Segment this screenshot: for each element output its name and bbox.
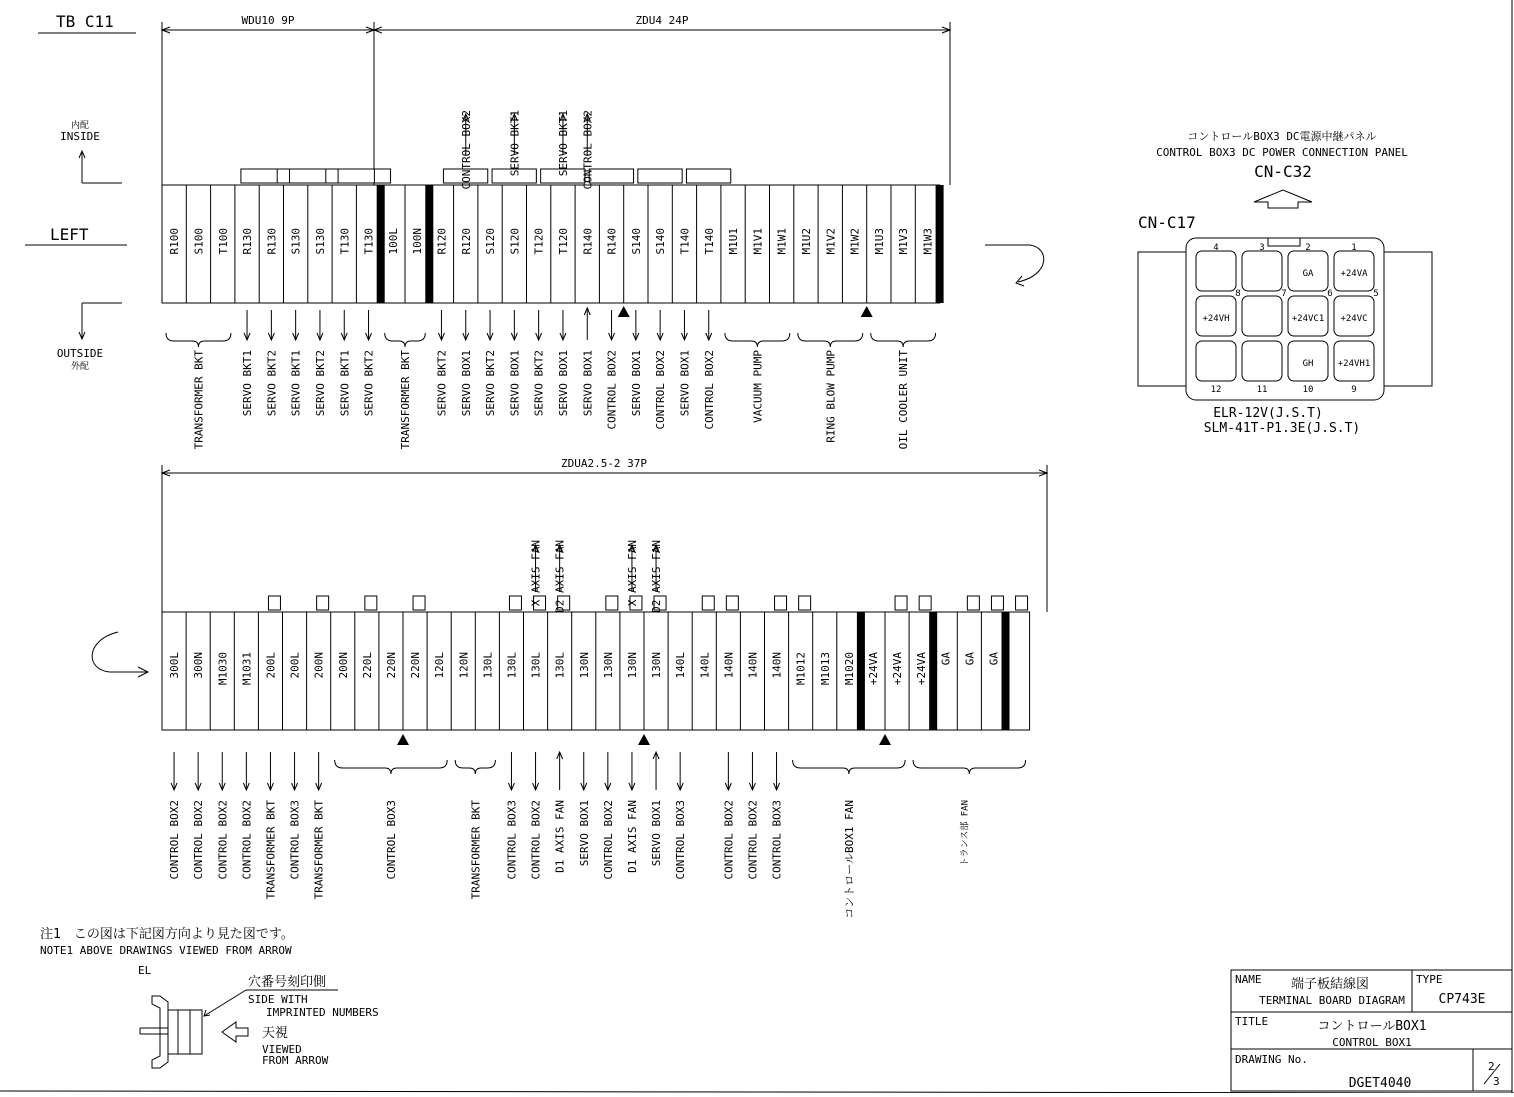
note-view-en2: FROM ARROW bbox=[262, 1054, 329, 1067]
bottom-label-r2-19: CONTROL BOX3 bbox=[770, 800, 784, 880]
pin-number: 3 bbox=[1259, 243, 1265, 253]
bottom-label-r1-3: SERVO BKT1 bbox=[289, 350, 303, 417]
end-plate bbox=[936, 185, 944, 303]
bottom-label-r1-22: OIL COOLER UNIT bbox=[897, 350, 911, 450]
bottom-label-r1-2: SERVO BKT2 bbox=[265, 350, 279, 417]
connector-latch bbox=[1268, 238, 1300, 246]
end-plate bbox=[857, 612, 865, 730]
terminal-200n-r2-6: 200N bbox=[312, 652, 326, 679]
top-label-r1-1: SERVO BKT1 bbox=[508, 110, 522, 177]
pin-cavity bbox=[1196, 341, 1236, 381]
terminal-130n-r2-17: 130N bbox=[577, 652, 591, 679]
bottom-label-r2-2: CONTROL BOX2 bbox=[216, 800, 230, 880]
pin-signal-10: GH bbox=[1302, 359, 1314, 369]
terminal-m1u1-r1-23: M1U1 bbox=[727, 228, 741, 255]
note-side-en1: SIDE WITH bbox=[248, 993, 308, 1006]
top-label-r1-2: SERVO BKT1 bbox=[556, 110, 570, 177]
bottom-label-r2-1: CONTROL BOX2 bbox=[192, 800, 206, 880]
bottom-label-r1-17: CONTROL BOX2 bbox=[654, 350, 668, 430]
bottom-label-r1-8: SERVO BKT2 bbox=[435, 350, 449, 417]
jumper-tab bbox=[1016, 596, 1028, 610]
jumper-tab bbox=[702, 596, 714, 610]
bottom-label-r2-0: CONTROL BOX2 bbox=[168, 800, 182, 880]
pin-number: 8 bbox=[1235, 289, 1241, 299]
jumper-tab bbox=[967, 596, 979, 610]
bottom-label-r1-20: VACUUM PUMP bbox=[751, 350, 765, 423]
terminal-row-1 bbox=[162, 169, 944, 317]
group1-name: WDU10 9P bbox=[241, 14, 295, 27]
bottom-label-r1-5: SERVO BKT1 bbox=[338, 350, 352, 417]
terminal-ga-r2-33: GA bbox=[963, 652, 977, 666]
bottom-label-r2-6: TRANSFORMER BKT bbox=[312, 800, 326, 900]
jumper-tab bbox=[589, 169, 633, 183]
terminal-t120-r1-16: T120 bbox=[556, 228, 570, 255]
terminal-130n-r2-18: 130N bbox=[601, 652, 615, 679]
bottom-label-r1-10: SERVO BKT2 bbox=[484, 350, 498, 417]
pin-cavity bbox=[1242, 296, 1282, 336]
bottom-label-r2-13: CONTROL BOX2 bbox=[601, 800, 615, 880]
terminal-t130-r1-8: T130 bbox=[362, 228, 376, 255]
end-plate bbox=[425, 185, 433, 303]
terminal-t130-r1-7: T130 bbox=[338, 228, 352, 255]
terminal-m1v3-r1-30: M1V3 bbox=[897, 228, 911, 255]
terminal-s140-r1-19: S140 bbox=[629, 228, 643, 255]
pin-signal-4: +24VH bbox=[1202, 314, 1230, 324]
pin-number: 9 bbox=[1351, 385, 1357, 395]
title-jp: コントロールBOX1 bbox=[1317, 1019, 1427, 1034]
name-en: TERMINAL BOARD DIAGRAM bbox=[1259, 994, 1405, 1007]
left-label: LEFT bbox=[50, 225, 89, 244]
pin-cavity bbox=[1196, 251, 1236, 291]
note-view-jp: 天視 bbox=[262, 1026, 289, 1041]
continue-arrow-icon bbox=[985, 245, 1044, 282]
connector-arrow-icon bbox=[1254, 190, 1312, 208]
pin-signal-7: +24VC bbox=[1340, 314, 1368, 324]
terminal-m1w3-r1-31: M1W3 bbox=[921, 228, 935, 255]
bottom-label-r2-12: SERVO BOX1 bbox=[577, 800, 591, 867]
el-terminal-icon bbox=[140, 996, 202, 1068]
terminal-130l-r2-14: 130L bbox=[505, 652, 519, 679]
terminal-m1020-r2-28: M1020 bbox=[842, 652, 856, 686]
terminal-plus-24va-r2-30: +24VA bbox=[891, 652, 905, 686]
bottom-label-r2-16: CONTROL BOX3 bbox=[674, 800, 688, 880]
connector-ear-right bbox=[1384, 252, 1432, 386]
note-side-en2: IMPRINTED NUMBERS bbox=[266, 1006, 379, 1019]
terminal-row-2 bbox=[162, 596, 1030, 745]
terminal-t100-r1-2: T100 bbox=[216, 228, 230, 255]
terminal-130n-r2-19: 130N bbox=[625, 652, 639, 679]
bottom-label-r1-15: CONTROL BOX2 bbox=[605, 350, 619, 430]
pin-signal-11: +24VH1 bbox=[1337, 359, 1371, 369]
terminal-m1v1-r1-24: M1V1 bbox=[751, 228, 765, 255]
terminal-s140-r1-20: S140 bbox=[654, 228, 668, 255]
tb-label: TB C11 bbox=[56, 12, 114, 31]
connector-housing bbox=[1138, 238, 1432, 400]
group-brace bbox=[798, 333, 863, 347]
terminal-120n-r2-12: 120N bbox=[457, 652, 471, 679]
bottom-label-r1-18: SERVO BOX1 bbox=[678, 350, 692, 417]
inside-en: INSIDE bbox=[60, 130, 100, 143]
cn-sub-label: CN-C17 bbox=[1138, 213, 1196, 232]
bottom-label-r2-14: D1 AXIS FAN bbox=[625, 800, 639, 873]
terminal-130n-r2-20: 130N bbox=[650, 652, 664, 679]
group2-name: ZDUA2.5-2 37P bbox=[560, 457, 648, 470]
pin-signal-6: +24VC1 bbox=[1291, 314, 1325, 324]
terminal-s130-r1-6: S130 bbox=[313, 228, 327, 255]
top-label-r1-3: CONTROL BOX2 bbox=[581, 110, 595, 190]
terminal-140l-r2-21: 140L bbox=[674, 652, 688, 679]
bottom-label-r2-3: CONTROL BOX2 bbox=[240, 800, 254, 880]
terminal-s120-r1-14: S120 bbox=[508, 228, 522, 255]
terminal-140n-r2-25: 140N bbox=[770, 652, 784, 679]
group-brace bbox=[455, 760, 495, 774]
bottom-label-r2-5: CONTROL BOX3 bbox=[288, 800, 302, 880]
name-label: NAME bbox=[1235, 973, 1262, 986]
terminal-m1012-r2-26: M1012 bbox=[794, 652, 808, 686]
bottom-label-r1-0: TRANSFORMER BKT bbox=[192, 350, 206, 450]
pin-number: 1 bbox=[1351, 243, 1357, 253]
bottom-label-r2-18: CONTROL BOX2 bbox=[746, 800, 760, 880]
terminal-m1v2-r1-27: M1V2 bbox=[824, 228, 838, 255]
terminal-r120-r1-12: R120 bbox=[459, 228, 473, 255]
pin-signal-3: +24VA bbox=[1340, 269, 1368, 279]
top-label-r2-1: D2 AXIS FAN bbox=[553, 540, 567, 613]
jumper-tab bbox=[991, 596, 1003, 610]
jumper-tab bbox=[606, 596, 618, 610]
top-label-r1-0: CONTROL BOX2 bbox=[459, 110, 473, 190]
jumper-tab bbox=[509, 596, 521, 610]
terminal-120l-r2-11: 120L bbox=[433, 652, 447, 679]
bottom-label-r1-4: SERVO BKT2 bbox=[313, 350, 327, 417]
group-brace bbox=[793, 760, 906, 774]
bottom-label-r2-21: トランス部 FAN bbox=[960, 800, 971, 867]
jumper-tab bbox=[413, 596, 425, 610]
terminal-r100-r1-0: R100 bbox=[168, 228, 182, 255]
terminal-ga-r2-34: GA bbox=[987, 652, 1001, 666]
terminal-t140-r1-22: T140 bbox=[702, 228, 716, 255]
bottom-label-r2-7: CONTROL BOX3 bbox=[384, 800, 398, 880]
terminal-s100-r1-1: S100 bbox=[192, 228, 206, 255]
terminal-300n-r2-1: 300N bbox=[192, 652, 206, 679]
pin-cavity bbox=[1242, 251, 1282, 291]
terminal-m1u2-r1-26: M1U2 bbox=[799, 228, 813, 255]
group-brace bbox=[385, 333, 426, 347]
end-plate bbox=[929, 612, 937, 730]
bottom-label-r2-4: TRANSFORMER BKT bbox=[264, 800, 278, 900]
bottom-label-r2-8: TRANSFORMER BKT bbox=[469, 800, 483, 900]
bottom-label-r1-19: CONTROL BOX2 bbox=[702, 350, 716, 430]
connector-title-en: CONTROL BOX3 DC POWER CONNECTION PANEL bbox=[1156, 146, 1408, 159]
group-brace bbox=[166, 333, 231, 347]
pin-number: 7 bbox=[1281, 289, 1287, 299]
terminal-200l-r2-4: 200L bbox=[264, 652, 278, 679]
terminal-s120-r1-13: S120 bbox=[484, 228, 498, 255]
pin-number: 11 bbox=[1256, 385, 1268, 395]
name-jp: 端子板結線図 bbox=[1290, 977, 1370, 992]
group-brace bbox=[725, 333, 790, 347]
terminal-m1013-r2-27: M1013 bbox=[818, 652, 832, 686]
terminal-100l-r1-9: 100L bbox=[386, 228, 400, 255]
jumper-tab bbox=[799, 596, 811, 610]
end-plate bbox=[1002, 612, 1010, 730]
terminal-140l-r2-22: 140L bbox=[698, 652, 712, 679]
marker-triangle-icon bbox=[397, 734, 409, 745]
group-brace bbox=[913, 760, 1026, 774]
terminal-140n-r2-23: 140N bbox=[722, 652, 736, 679]
note-side-jp: 穴番号刻印側 bbox=[248, 975, 327, 990]
terminal-plus-24va-r2-31: +24VA bbox=[915, 652, 929, 686]
pin-number: 2 bbox=[1305, 243, 1311, 253]
terminal-200l-r2-5: 200L bbox=[288, 652, 302, 679]
connector-ear-left bbox=[1138, 252, 1186, 386]
jumper-tab bbox=[895, 596, 907, 610]
drawing-label: DRAWING No. bbox=[1235, 1053, 1308, 1066]
note-en: NOTE1 ABOVE DRAWINGS VIEWED FROM ARROW bbox=[40, 944, 292, 957]
continue-in-arrow-icon bbox=[92, 632, 148, 672]
cn-main-label: CN-C32 bbox=[1254, 162, 1312, 181]
terminal-s130-r1-5: S130 bbox=[289, 228, 303, 255]
terminal-r140-r1-17: R140 bbox=[581, 228, 595, 255]
inside-jp: 内配 bbox=[70, 121, 90, 131]
marker-triangle-icon bbox=[618, 306, 630, 317]
bottom-label-r2-9: CONTROL BOX3 bbox=[505, 800, 519, 880]
connector-title-jp: コントロールBOX3 DC電源中継パネル bbox=[1187, 130, 1377, 143]
jumper-tab bbox=[638, 169, 682, 183]
jumper-tab bbox=[268, 596, 280, 610]
bottom-label-r2-11: D1 AXIS FAN bbox=[553, 800, 567, 873]
bottom-label-r1-12: SERVO BKT2 bbox=[532, 350, 546, 417]
pin-signal-2: GA bbox=[1302, 269, 1314, 279]
bottom-label-r2-17: CONTROL BOX2 bbox=[722, 800, 736, 880]
bottom-label-r1-1: SERVO BKT1 bbox=[241, 350, 255, 417]
note-jp: 注1 この図は下記図方向より見た図です。 bbox=[40, 927, 294, 942]
end-plate bbox=[377, 185, 385, 303]
terminal-t140-r1-21: T140 bbox=[678, 228, 692, 255]
row2-top-connections bbox=[530, 540, 664, 613]
terminal-r120-r1-11: R120 bbox=[435, 228, 449, 255]
pin-number: 10 bbox=[1302, 385, 1314, 395]
note-el: EL bbox=[138, 964, 152, 977]
marker-triangle-icon bbox=[879, 734, 891, 745]
top-label-r2-2: X AXIS FAN bbox=[625, 540, 639, 607]
terminal-220n-r2-10: 220N bbox=[409, 652, 423, 679]
terminal-300l-r2-0: 300L bbox=[168, 652, 182, 679]
jumper-tab bbox=[919, 596, 931, 610]
bottom-label-r2-20: コントロールBOX1 FAN bbox=[842, 800, 856, 919]
sheet-den: 3 bbox=[1493, 1075, 1500, 1088]
row2-bottom-connections bbox=[168, 752, 1026, 919]
terminal-m1w2-r1-28: M1W2 bbox=[848, 228, 862, 255]
bottom-label-r1-6: SERVO BKT2 bbox=[362, 350, 376, 417]
view-arrow-icon bbox=[222, 1022, 248, 1042]
jumper-tab bbox=[317, 596, 329, 610]
terminal-m1w1-r1-25: M1W1 bbox=[775, 228, 789, 255]
pin-number: 6 bbox=[1327, 289, 1333, 299]
top-label-r2-3: D2 AXIS FAN bbox=[650, 540, 664, 613]
marker-triangle-icon bbox=[638, 734, 650, 745]
group-brace bbox=[335, 760, 448, 774]
group1-end: ZDU4 24P bbox=[635, 14, 689, 27]
jumper-tab bbox=[338, 169, 374, 183]
bottom-label-r1-21: RING BLOW PUMP bbox=[824, 350, 838, 443]
pin-number: 5 bbox=[1373, 289, 1379, 299]
terminal-140n-r2-24: 140N bbox=[746, 652, 760, 679]
marker-triangle-icon bbox=[861, 306, 873, 317]
bottom-label-r1-16: SERVO BOX1 bbox=[629, 350, 643, 417]
pin-cavity bbox=[1242, 341, 1282, 381]
bottom-label-r1-9: SERVO BOX1 bbox=[459, 350, 473, 417]
outside-en: OUTSIDE bbox=[56, 347, 104, 360]
terminal-220n-r2-9: 220N bbox=[384, 652, 398, 679]
bottom-label-r1-7: TRANSFORMER BKT bbox=[399, 350, 412, 450]
jumper-tab bbox=[686, 169, 730, 183]
type-value: CP743E bbox=[1438, 992, 1486, 1007]
pin-number: 12 bbox=[1210, 385, 1222, 395]
terminal-m1u3-r1-29: M1U3 bbox=[872, 228, 886, 255]
sheet-num: 2 bbox=[1488, 1060, 1495, 1073]
terminal-r140-r1-18: R140 bbox=[605, 228, 619, 255]
jumper-tab bbox=[775, 596, 787, 610]
terminal-200n-r2-7: 200N bbox=[336, 652, 350, 679]
row1-bottom-connections bbox=[166, 308, 936, 449]
jumper-tab bbox=[365, 596, 377, 610]
bottom-label-r2-15: SERVO BOX1 bbox=[650, 800, 664, 867]
jumper-tab bbox=[241, 169, 277, 183]
terminal-130l-r2-13: 130L bbox=[481, 652, 495, 679]
terminal-r130-r1-3: R130 bbox=[241, 228, 255, 255]
drawing-no: DGET4040 bbox=[1348, 1076, 1412, 1091]
terminal-220l-r2-8: 220L bbox=[360, 652, 374, 679]
jumper-tab bbox=[726, 596, 738, 610]
note-view-en1: VIEWED bbox=[262, 1043, 302, 1056]
terminal-ga-r2-32: GA bbox=[939, 652, 953, 666]
part-number-2: SLM-41T-P1.3E(J.S.T) bbox=[1203, 421, 1361, 436]
title-en: CONTROL BOX1 bbox=[1332, 1036, 1412, 1049]
bottom-label-r1-13: SERVO BOX1 bbox=[556, 350, 570, 417]
bottom-label-r1-14: SERVO BOX1 bbox=[581, 350, 595, 417]
terminal-130l-r2-16: 130L bbox=[553, 652, 567, 679]
terminal-t120-r1-15: T120 bbox=[532, 228, 546, 255]
terminal-m1031-r2-3: M1031 bbox=[240, 652, 254, 686]
terminal-100n-r1-10: 100N bbox=[411, 228, 425, 255]
outside-jp: 外配 bbox=[70, 362, 90, 372]
pin-number: 4 bbox=[1213, 243, 1219, 253]
bottom-label-r2-10: CONTROL BOX2 bbox=[529, 800, 543, 880]
jumper-tab bbox=[290, 169, 326, 183]
terminal-r130-r1-4: R130 bbox=[265, 228, 279, 255]
bottom-label-r1-11: SERVO BOX1 bbox=[508, 350, 522, 417]
top-label-r2-0: X AXIS FAN bbox=[529, 540, 543, 607]
group-brace bbox=[871, 333, 936, 347]
title-label: TITLE bbox=[1235, 1015, 1269, 1028]
terminal-130l-r2-15: 130L bbox=[529, 652, 543, 679]
type-label: TYPE bbox=[1416, 973, 1443, 986]
part-number-1: ELR-12V(J.S.T) bbox=[1213, 406, 1323, 421]
terminal-plus-24va-r2-29: +24VA bbox=[866, 652, 880, 686]
terminal-m1030-r2-2: M1030 bbox=[216, 652, 230, 686]
